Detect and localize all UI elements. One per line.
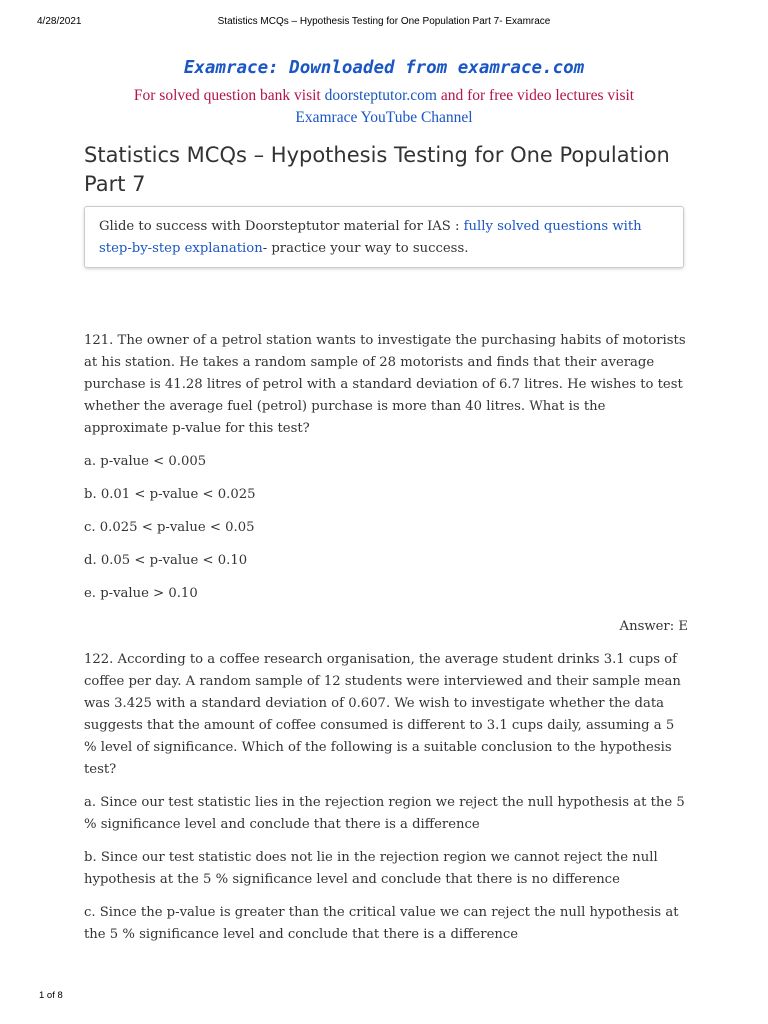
question-option: c. 0.025 < p-value < 0.05	[84, 520, 255, 535]
promo-suffix: - practice your way to success.	[262, 241, 469, 256]
question-text: 121. The owner of a petrol station wants to investigate the purchasing habits of motorists at his station. He takes a random sample of 28 motorists and finds that their average purchase is 41.28 litres of petrol with a standard deviation of 6.7 litres. He wishes to test whether the average fuel (petrol) purchase is more than 40 litres. What is the approximate p-value for this test?	[84, 333, 686, 436]
youtube-channel-link[interactable]: Examrace YouTube Channel	[295, 109, 473, 126]
banner-line-1-prefix: For solved question bank visit	[133, 87, 325, 104]
banner-line-1	[0, 85, 768, 107]
promo-link[interactable]: fully solved questions with step-by-step explanation	[99, 219, 642, 256]
question-option: b. 0.01 < p-value < 0.025	[84, 487, 256, 502]
print-document-title: Statistics MCQs – Hypothesis Testing for One Population Part 7- Examrace	[217, 16, 551, 27]
question-option: d. 0.05 < p-value < 0.10	[84, 553, 248, 568]
promo-prefix: Glide to success with Doorsteptutor material for IAS :	[99, 219, 464, 234]
page-indicator: 1 of 8	[39, 990, 63, 1001]
doorsteptutor-link[interactable]: doorsteptutor.com	[324, 87, 437, 104]
page-title: Statistics MCQs – Hypothesis Testing for One Population Part 7	[84, 143, 670, 196]
promo-box	[84, 206, 684, 268]
banner-line-1-suffix: and for free video lectures visit	[436, 87, 635, 104]
question-text: 122. According to a coffee research organisation, the average student drinks 3.1 cups of coffee per day. A random sample of 12 students were interviewed and their sample mean was 3.425 with a standard deviation of 0.607. We wish to investigate whether the data suggests that the amount of coffee consumed is different to 3.1 cups daily, assuming a 5 % level of significance. Which of the following is a suitable conclusion to the hypothesis test?	[84, 652, 681, 777]
print-date: 4/28/2021	[37, 16, 82, 27]
question-option: b. Since our test statistic does not lie in the rejection region we cannot reject the null hypothesis at the 5 % significance level and conclude that there is no difference	[84, 850, 658, 887]
banner-title: Examrace: Downloaded from examrace.com	[183, 58, 585, 78]
question-option: c. Since the p-value is greater than the critical value we can reject the null hypothesis at the 5 % significance level and conclude that there is a difference	[84, 905, 679, 942]
examrace-banner	[0, 56, 768, 129]
answer-text: Answer: E	[619, 619, 688, 634]
print-header	[0, 16, 768, 32]
question-option: a. Since our test statistic lies in the rejection region we reject the null hypothesis at the 5 % significance level and conclude that there is a difference	[84, 795, 685, 832]
question-content	[84, 330, 688, 957]
question-option: a. p-value < 0.005	[84, 454, 207, 469]
question-option: e. p-value > 0.10	[84, 586, 198, 601]
